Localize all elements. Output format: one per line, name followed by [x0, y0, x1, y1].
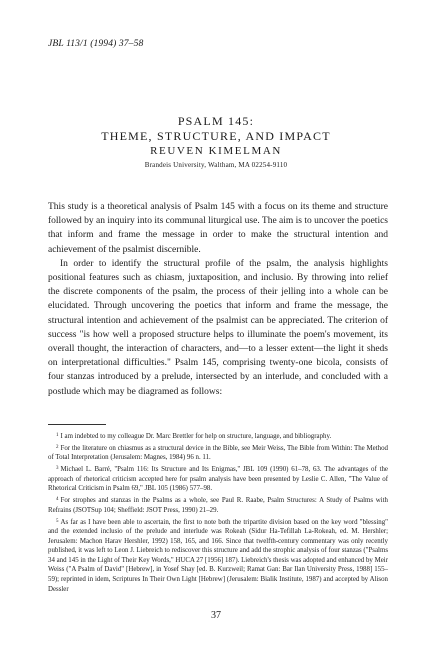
footnote-number: 3 — [56, 466, 59, 472]
footnote — [48, 443, 388, 463]
footnote-text: I am indebted to my colleague Dr. Marc Brettler for help on structure, language, and bibliography. — [60, 433, 332, 440]
footnote-text: For the literature on chiasmus as a structural device in the Bible, see Meir Weiss, The Bible from Within: The Method of Total Interpretation (Jerusalem: Magnes, 1984) 96 n. 11. — [48, 444, 388, 462]
article-title-line-1: PSALM 145: — [177, 114, 255, 128]
footnote-number: 2 — [56, 444, 59, 450]
author-affiliation: Brandeis University, Waltham, MA 02254-9110 — [144, 161, 288, 169]
author-name: REUVEN KIMELMAN — [150, 145, 282, 157]
footnote-number: 4 — [56, 497, 59, 503]
footnote-divider — [48, 424, 106, 425]
footnote — [48, 431, 388, 442]
footnote — [48, 495, 388, 515]
footnote-number: 5 — [56, 518, 59, 524]
footnote-text: As far as I have been able to ascertain, the first to note both the tripartite division based on the key word "blessing" and the extended inclusio of the prelude and interlude was Rokeah (Sidur Ha-Tefillah La-Rokeah, ed. M. Hershler; Jerusalem: Machon Harav Hershler, 1992) 158, 165, and 166. Since that twelfth-century commentary was only recently published, it was left to Leon J. Liebreich to rediscover this structure and add the strophic analysis of four stanzas ("Psalms 34 and 145 in the Light of Their Key Words," HUCA 27 [1956] 187). Liebreich's thesis was adopted and enhanced by Meir Weiss ("A Psalm of David" [Hebrew], in Yosef Shay [ed. B. Kurzweil; Ramat Gan: Bar Ilan University Press, 1988] 155–59); reprinted in idem, Scriptures In Their Own Light [Hebrew] (Jerusalem: Bialik Institute, 1987) and accepted by Alison Dessler — [48, 518, 388, 593]
article-title-line-2: THEME, STRUCTURE, AND IMPACT — [101, 129, 331, 143]
title-block — [0, 114, 432, 169]
footnote-text: For strophes and stanzas in the Psalms as a whole, see Paul R. Raabe, Psalm Structures: A Study of Psalms with Refrains (JSOTSup 104; Sheffield: JSOT Press, 1990) 21–29. — [48, 497, 388, 514]
page-number: 37 — [211, 610, 221, 621]
article-body — [48, 200, 388, 399]
footnote — [48, 517, 388, 595]
journal-reference: JBL 113/1 (1994) 37–58 — [48, 38, 144, 49]
body-paragraph: In order to identify the structural profile of the psalm, the analysis highlights positional features such as chiasm, juxtaposition, and inclusio. By throwing into relief the discrete components of the psalm, the process of their jelling into a whole can be elucidated. Through uncovering the poetics that inform and frame the message, the structural intention and achievement of the psalmist can be appreciated. The criterion of success "is how well a proposed structure helps to illuminate the poem's movement, its overall thought, the interaction of characters, and—to a lesser extent—the light it sheds on interpretational difficulties." Psalm 145, comprising twenty-one bicola, consists of four stanzas introduced by a prelude, intersected by an interlude, and concluded with a postlude which may be diagramed as follows: — [48, 258, 388, 397]
footnotes — [48, 431, 388, 595]
footnote-text: Michael L. Barré, "Psalm 116: Its Structure and Its Enigmas," JBL 109 (1990) 61–78, 63. The advantages of the approach of rhetorical criticism accepted here for psalm analysis have been presented by Leslie C. Allen, "The Value of Rhetorical Criticism in Psalm 69," JBL 105 (1986) 577–98. — [48, 466, 388, 493]
footnote — [48, 464, 388, 494]
body-paragraph: This study is a theoretical analysis of Psalm 145 with a focus on its theme and structure followed by an inquiry into its communal liturgical use. The aim is to uncover the poetics that inform and frame the message in order to make the structural intention and achievement of the psalmist discernible. — [48, 202, 389, 255]
footnote-number: 1 — [56, 433, 59, 438]
